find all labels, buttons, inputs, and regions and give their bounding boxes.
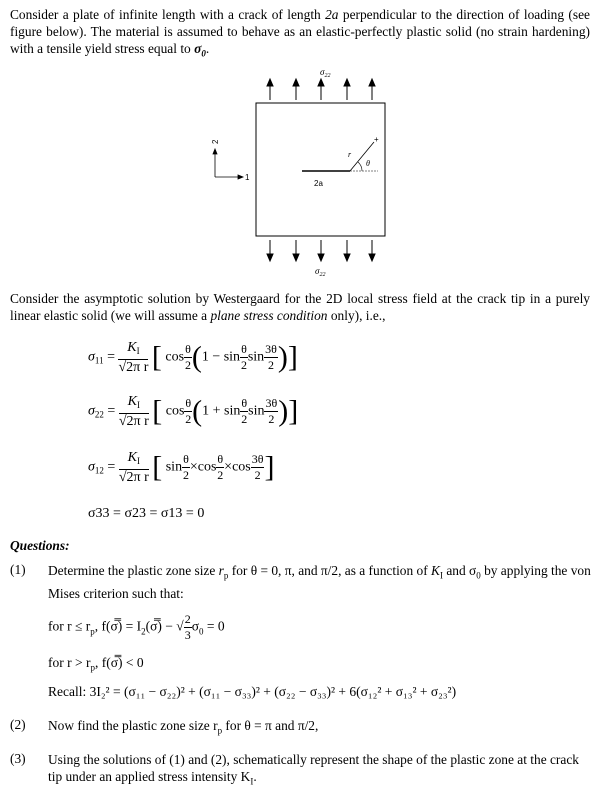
intro-paragraph bbox=[10, 6, 590, 63]
r-label: r bbox=[348, 150, 352, 159]
top-stress-label: $\sigma_{22}$ bbox=[320, 67, 331, 79]
yield-stress-sub: 0 bbox=[201, 49, 206, 60]
radius-line bbox=[350, 142, 374, 171]
plate bbox=[256, 103, 385, 236]
crack-label: 2a bbox=[314, 179, 323, 188]
context-paragraph bbox=[10, 290, 590, 324]
bottom-load-arrows bbox=[267, 240, 375, 261]
q2-number: (2) bbox=[10, 717, 26, 732]
q1-text: Determine the plastic zone size $r_p$ for θ = 0, π, and π/2, as a function of $K_I$ and $\sigma_0$ by applying the von Mises criterion such that: bbox=[48, 563, 591, 601]
q1-number: (1) bbox=[10, 562, 26, 577]
top-load-arrows bbox=[267, 79, 375, 100]
equation-sigma11: $\sigma_{11}$ = $\frac{K_I}{\text{√2π r}}$ [ cos $\frac{\theta}{2}$ (1 − sin $\frac{\theta}{2}$ sin $\frac{3\theta}{2}$ )] bbox=[88, 340, 298, 375]
axis-1-label: 1 bbox=[245, 173, 250, 182]
theta-label: θ bbox=[366, 159, 370, 168]
equation-sigma12: $\sigma_{12}$ = $\frac{K_I}{\text{√2π r}}$ [ sin $\frac{\theta}{2}$ ×cos $\frac{\theta}{2}$ ×cos $\frac{3\theta}{2}$ ] bbox=[88, 450, 275, 485]
context-text-b: only), i.e., bbox=[327, 308, 386, 324]
q2-text: Now find the plastic zone size $r_p$ for θ = π and π/2, bbox=[48, 718, 319, 736]
crack-plate-figure bbox=[180, 62, 440, 282]
context-text-a: Consider the asymptotic solution by Westergaard for the 2D local stress field at the crack tip in a purely linear elastic solid (we will assume a bbox=[10, 291, 590, 324]
intro-end: . bbox=[205, 41, 210, 57]
equation-sigma22: $\sigma_{22}$ = $\frac{K_I}{\text{√2π r}}$ [ cos $\frac{\theta}{2}$ (1 + sin $\frac{\theta}{2}$ sin $\frac{3\theta}{2}$ )] bbox=[88, 394, 299, 429]
plane-stress-term: plane stress condition bbox=[210, 308, 328, 324]
ki-fraction: $\frac{K_I}{\text{√2π r}}$ bbox=[118, 340, 149, 375]
equation-zero-components: σ33 = σ23 = σ13 = 0 bbox=[88, 506, 205, 521]
recall-formula: Recall: 3I₂² = (σ₁₁ − σ₂₂)² + (σ₁₁ − σ₃₃)² + (σ₂₂ − σ₃₃)² + 6(σ₁₂² + σ₁₃² + σ₂₃²) bbox=[48, 684, 457, 699]
condition-2: for $r > r_p$, f(σ̿) < 0 bbox=[48, 655, 144, 673]
crack-length: 2a bbox=[325, 7, 339, 22]
intro-text-1: Consider a plate of infinite length with a crack of length bbox=[10, 7, 326, 22]
plus-marker: + bbox=[374, 135, 379, 144]
q3-number: (3) bbox=[10, 751, 26, 766]
condition-1: for $r \le r_p$, f(σ̿) = $I_2(\sigma̿)$ − √ $\frac{2}{3}$ $\sigma_0 = 0$ bbox=[48, 612, 225, 642]
axis-2-label: 2 bbox=[211, 139, 220, 144]
intro-text-2: perpendicular to the direction of loading (see figure below). The material is assumed to behave as an elastic-perfectly plastic solid (no strain hardening) with a tensile yield stress equal to bbox=[10, 7, 590, 57]
bottom-stress-label: $\sigma_{22}$ bbox=[315, 266, 326, 278]
yield-stress-symbol: σ bbox=[194, 41, 202, 57]
questions-heading: Questions: bbox=[10, 538, 70, 553]
theta-arc bbox=[358, 162, 362, 171]
axes bbox=[213, 149, 243, 179]
q3-text: Using the solutions of (1) and (2), schematically represent the shape of the plastic zone at the crack tip under an applied stress intensity $K_I$. bbox=[48, 752, 579, 787]
